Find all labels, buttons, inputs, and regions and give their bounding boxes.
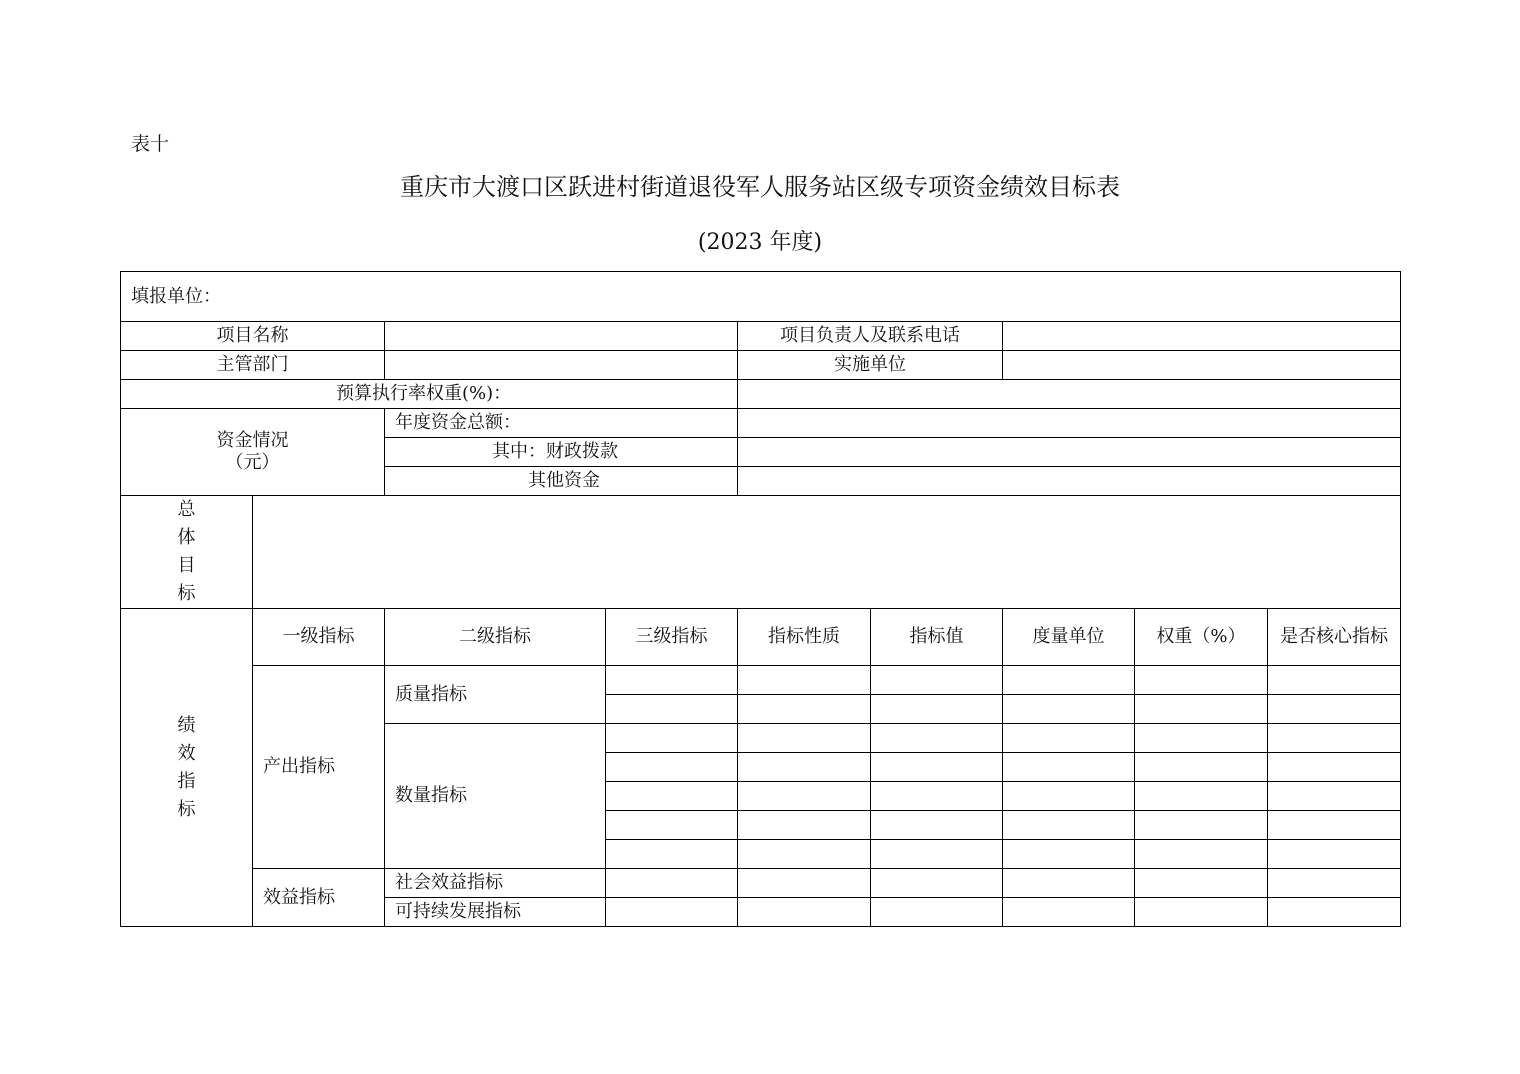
perf-label: 绩效指标 [177,714,196,820]
impl-unit-field[interactable] [1003,351,1401,380]
fiscal-field[interactable] [738,438,1401,467]
indicator-cell[interactable] [1003,869,1135,898]
budget-rate-field[interactable] [738,380,1401,409]
indicator-cell[interactable] [1268,695,1401,724]
indicator-cell[interactable] [606,782,738,811]
header-level1: 一级指标 [253,609,385,666]
indicator-cell[interactable] [606,898,738,927]
indicator-cell[interactable] [738,666,871,695]
indicator-cell[interactable] [1135,840,1268,869]
level2-quality: 质量指标 [385,666,606,724]
indicator-cell[interactable] [871,666,1003,695]
level2-social-benefit: 社会效益指标 [385,869,606,898]
indicator-cell[interactable] [1003,898,1135,927]
indicator-cell[interactable] [738,724,871,753]
level2-sustainable: 可持续发展指标 [385,898,606,927]
fill-unit-cell[interactable] [121,272,1401,322]
dept-field[interactable] [385,351,738,380]
header-level3: 三级指标 [606,609,738,666]
indicator-cell[interactable] [871,782,1003,811]
indicator-cell[interactable] [871,840,1003,869]
indicator-cell[interactable] [738,840,871,869]
project-name-field[interactable] [385,322,738,351]
project-name-label: 项目名称 [121,322,385,351]
indicator-cell[interactable] [1135,666,1268,695]
table-number-label: 表十 [131,133,170,155]
indicator-cell[interactable] [871,753,1003,782]
indicator-cell[interactable] [606,666,738,695]
indicator-cell[interactable] [1003,753,1135,782]
indicator-cell[interactable] [738,811,871,840]
indicator-cell[interactable] [606,753,738,782]
project-leader-field[interactable] [1003,322,1401,351]
indicator-cell[interactable] [606,840,738,869]
level1-output: 产出指标 [253,666,385,869]
indicator-cell[interactable] [1268,782,1401,811]
indicator-cell[interactable] [871,898,1003,927]
fund-unit: （元） [225,452,280,473]
indicator-cell[interactable] [1268,666,1401,695]
level1-benefit: 效益指标 [253,869,385,927]
indicator-cell[interactable] [1135,869,1268,898]
header-nature: 指标性质 [738,609,871,666]
indicator-cell[interactable] [1003,811,1135,840]
indicator-cell[interactable] [871,724,1003,753]
fill-unit-label: 填报单位： [131,285,221,307]
header-level2: 二级指标 [385,609,606,666]
other-fund-label: 其他资金 [385,467,738,496]
indicator-cell[interactable] [1003,666,1135,695]
indicator-cell[interactable] [1003,695,1135,724]
header-value: 指标值 [871,609,1003,666]
level2-quantity: 数量指标 [385,724,606,869]
indicator-cell[interactable] [871,811,1003,840]
perf-label-cell [121,609,253,927]
annual-total-label: 年度资金总额： [385,409,738,438]
indicator-cell[interactable] [738,753,871,782]
overall-goal-label-cell [121,496,253,609]
overall-goal-field[interactable] [253,496,1401,609]
indicator-cell[interactable] [1135,782,1268,811]
header-unit: 度量单位 [1003,609,1135,666]
indicator-cell[interactable] [1268,753,1401,782]
header-weight: 权重（%） [1135,609,1268,666]
project-leader-label: 项目负责人及联系电话 [738,322,1003,351]
indicator-cell[interactable] [1003,782,1135,811]
indicator-cell[interactable] [1135,753,1268,782]
indicator-cell[interactable] [1268,724,1401,753]
indicator-cell[interactable] [1135,898,1268,927]
header-core-label: 是否核心指标 [1280,626,1389,647]
document-subtitle: (2023 年度) [697,230,823,255]
indicator-cell[interactable] [606,811,738,840]
indicator-cell[interactable] [738,782,871,811]
impl-unit-label: 实施单位 [738,351,1003,380]
indicator-cell[interactable] [738,898,871,927]
header-core [1268,609,1401,666]
fiscal-label: 其中：财政拨款 [385,438,738,467]
indicator-cell[interactable] [738,695,871,724]
indicator-cell[interactable] [1268,869,1401,898]
annual-total-field[interactable] [738,409,1401,438]
fund-label: 资金情况 [216,430,289,451]
fund-label-cell [121,409,385,496]
indicator-cell[interactable] [1003,840,1135,869]
indicator-cell[interactable] [1268,898,1401,927]
indicator-cell[interactable] [1003,724,1135,753]
indicator-cell[interactable] [871,695,1003,724]
budget-rate-label: 预算执行率权重(%)： [121,380,738,409]
other-fund-field[interactable] [738,467,1401,496]
indicator-cell[interactable] [1135,695,1268,724]
indicator-cell[interactable] [606,869,738,898]
indicator-cell[interactable] [1135,724,1268,753]
overall-goal-label: 总体目标 [177,499,196,604]
indicator-cell[interactable] [606,695,738,724]
indicator-cell[interactable] [606,724,738,753]
performance-target-table [120,271,1401,927]
document-title: 重庆市大渡口区跃进村街道退役军人服务站区级专项资金绩效目标表 [400,173,1120,201]
indicator-cell[interactable] [1268,811,1401,840]
indicator-cell[interactable] [1135,811,1268,840]
dept-label: 主管部门 [121,351,385,380]
indicator-cell[interactable] [1268,840,1401,869]
indicator-cell[interactable] [871,869,1003,898]
indicator-cell[interactable] [738,869,871,898]
